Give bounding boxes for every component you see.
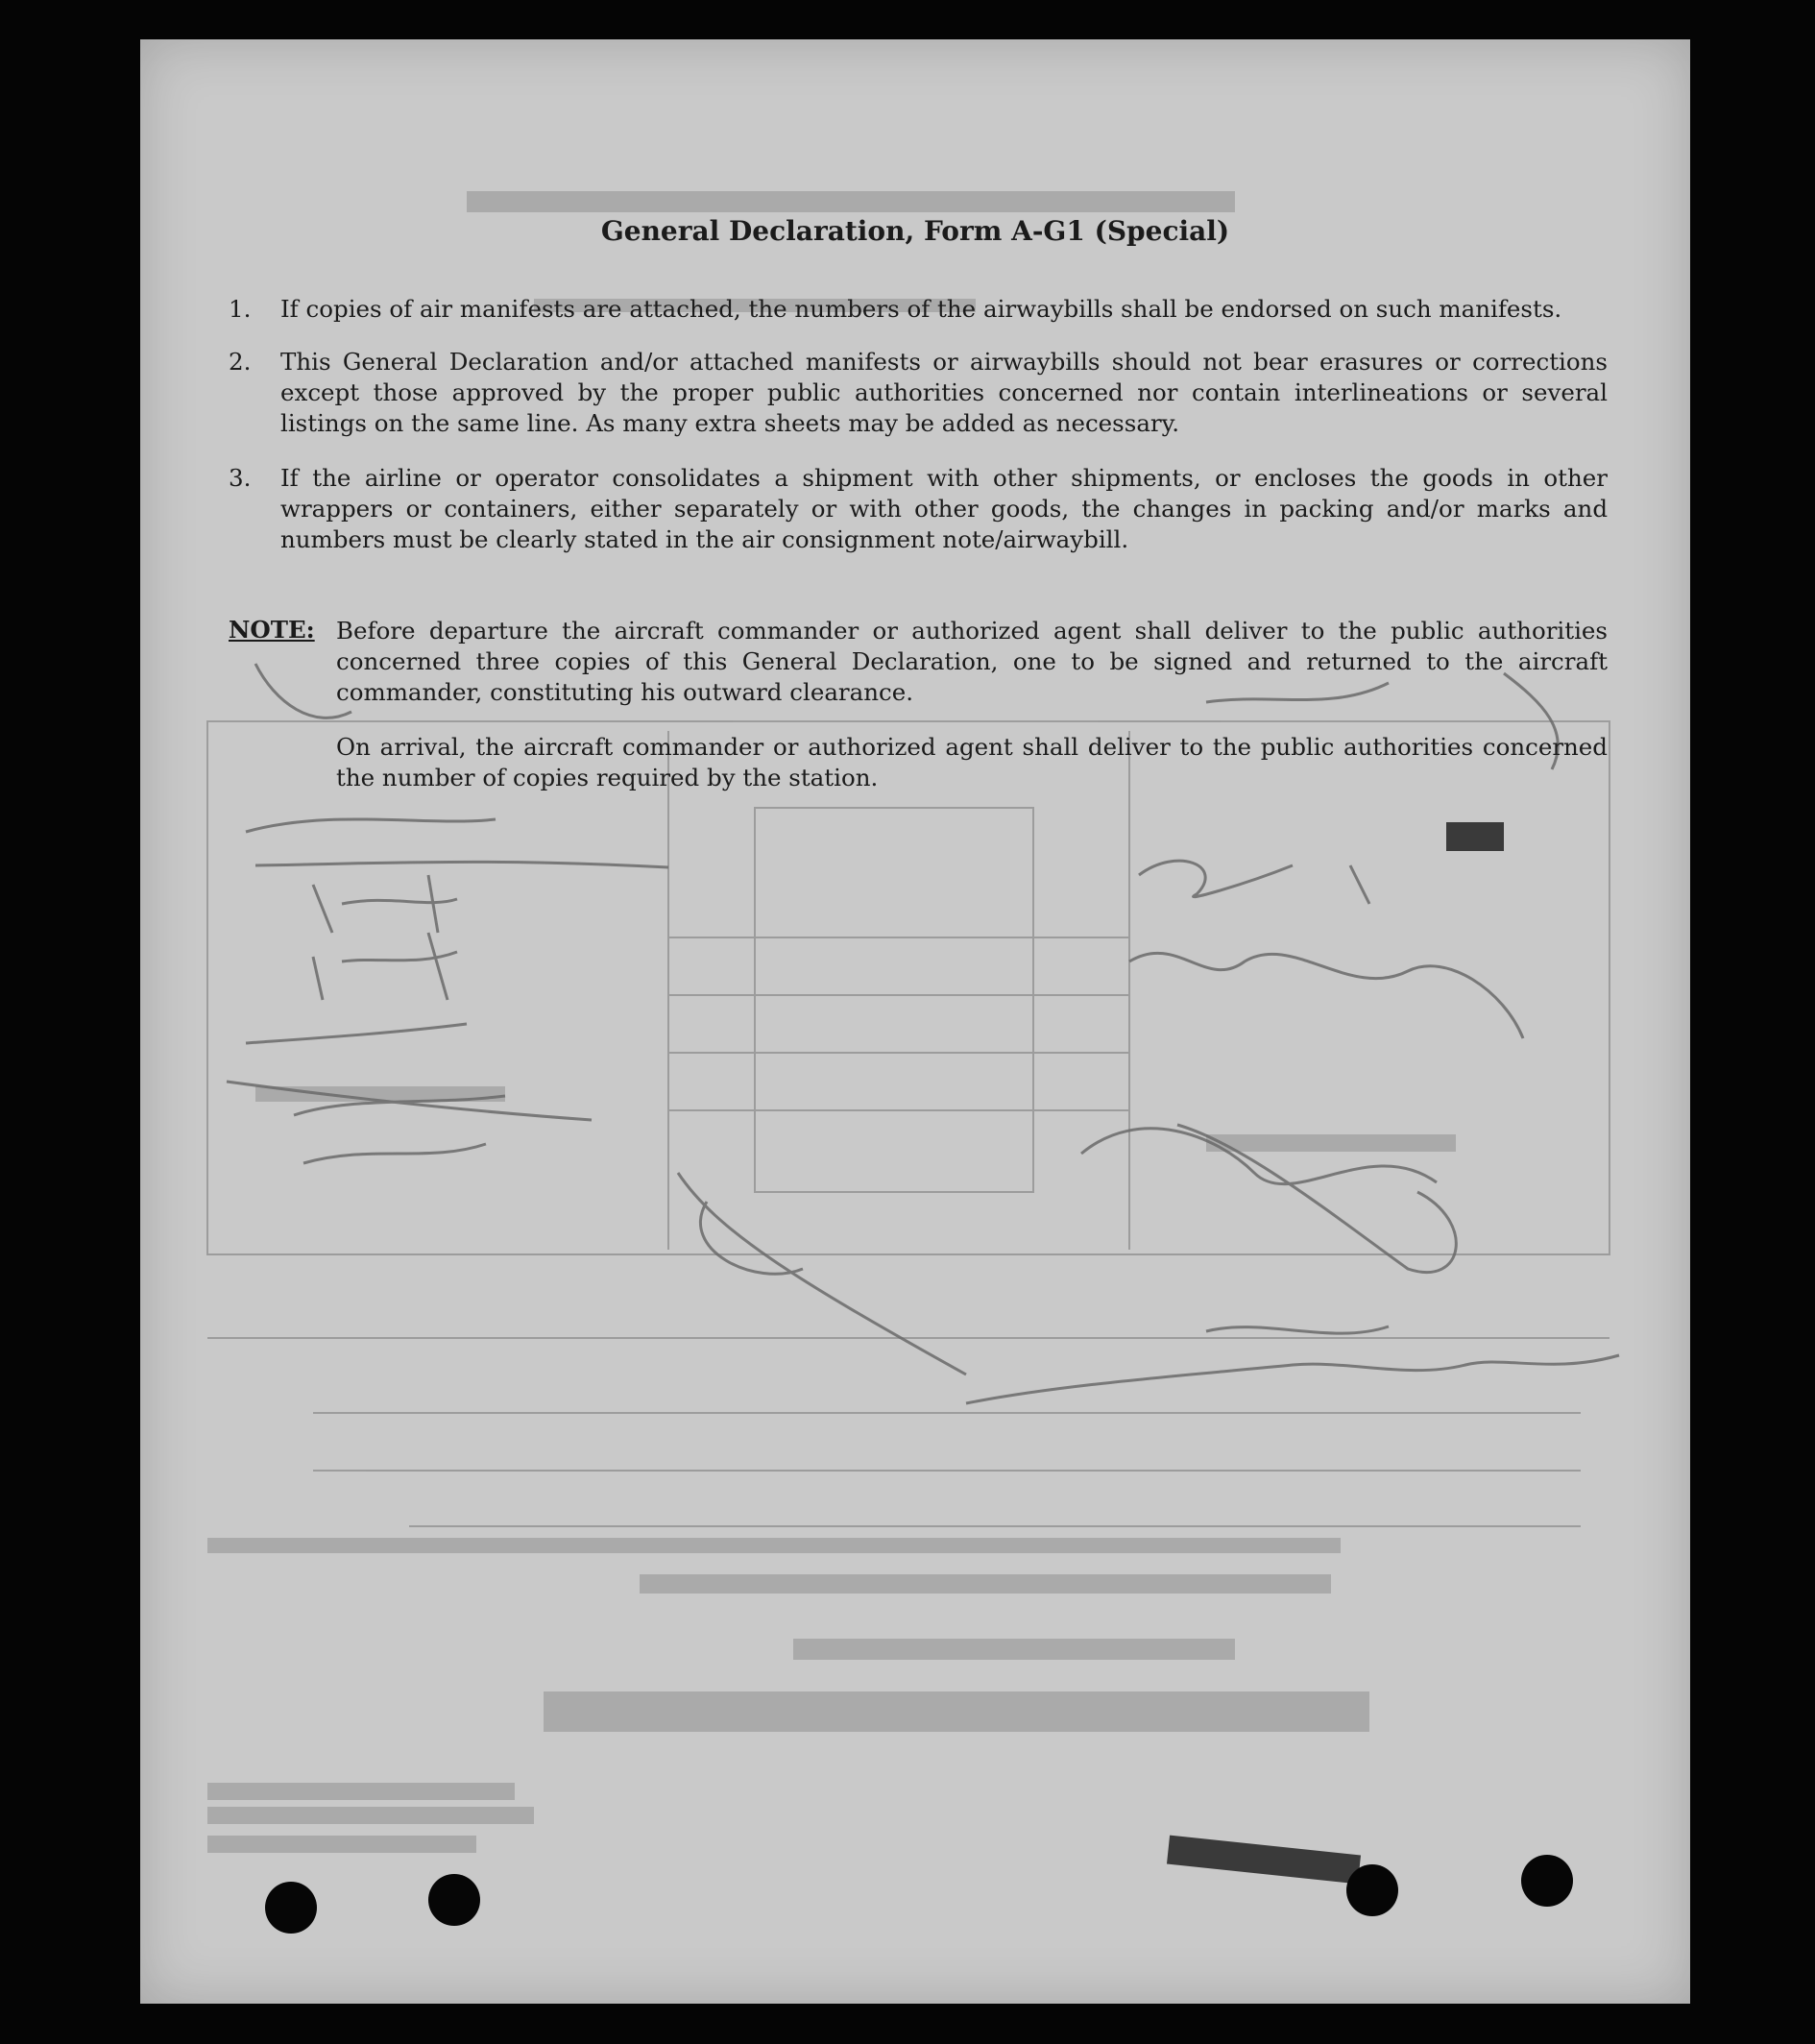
punch-hole: [428, 1874, 480, 1926]
item-number: 3.: [229, 464, 252, 492]
note-paragraph-arrival: On arrival, the aircraft commander or authorized agent shall deliver to the public authorities concerned the number of copies required by the station.: [336, 733, 1608, 791]
instruction-item: [229, 347, 1608, 439]
punch-hole: [1521, 1855, 1573, 1907]
document-page: [140, 39, 1690, 2004]
note-paragraph-departure: Before departure the aircraft commander or authorized agent shall deliver to the public authorities concerned three copies of this General Declaration, one to be signed and returned to the aircraft commander, constituting his outward clearance.: [336, 617, 1608, 706]
item-number: 1.: [229, 295, 252, 323]
punch-hole: [1346, 1864, 1398, 1916]
instruction-item: [229, 463, 1608, 555]
instruction-item: [229, 294, 1608, 325]
item-text: If the airline or operator consolidates a shipment with other shipments, or encloses the goods in other wrappers or containers, either separately or with other goods, the changes in packing and/or marks and numbers must be clearly stated in the air consignment note/airwaybill.: [280, 464, 1608, 553]
item-text: If copies of air manifests are attached, the numbers of the airwaybills shall be endorsed on such manifests.: [280, 295, 1562, 323]
punch-hole: [265, 1882, 317, 1934]
form-title: General Declaration, Form A-G1 (Special): [600, 215, 1230, 247]
note-label: NOTE:: [229, 616, 315, 644]
item-number: 2.: [229, 348, 252, 376]
show-through-bleed: [140, 39, 1690, 2004]
item-text: This General Declaration and/or attached manifests or airwaybills should not bear erasures or corrections except those approved by the proper public authorities concerned nor contain interlineations or several listings on the same line. As many extra sheets may be added as necessary.: [280, 348, 1608, 437]
